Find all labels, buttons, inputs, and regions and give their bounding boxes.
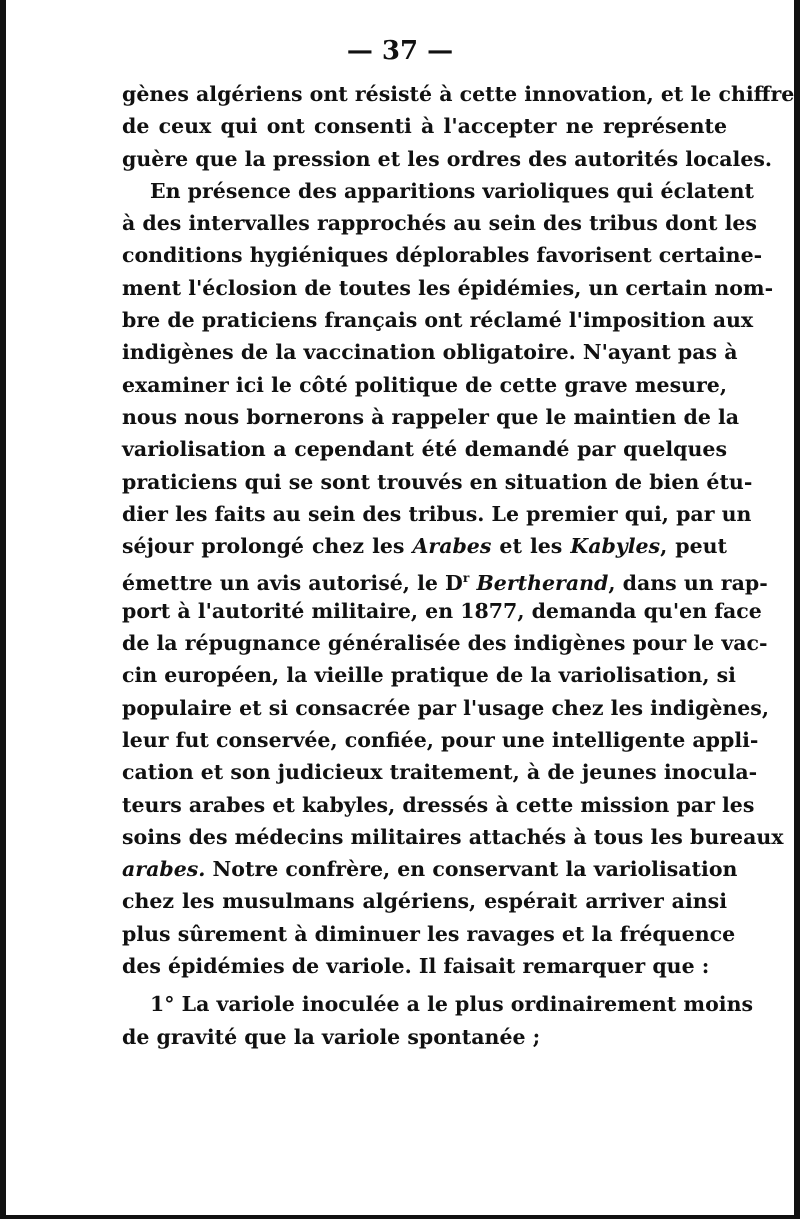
text-line: dier les faits au sein des tribus. Le premier qui, par un	[122, 501, 752, 526]
text-line: populaire et si consacrée par l'usage chez les indigènes,	[122, 695, 769, 720]
list-item-line: 1° La variole inoculée a le plus ordinairement moins	[150, 992, 754, 1017]
paragraph-start-line: En présence des apparitions varioliques qui éclatent	[150, 178, 755, 203]
text-line: leur fut conservée, confiée, pour une intelligente appli-	[122, 727, 759, 752]
text-line: praticiens qui se sont trouvés en situation de bien étu-	[122, 469, 753, 494]
text-line: guère que la pression et les ordres des autorités locales.	[122, 146, 773, 171]
text-line: chez les musulmans algériens, espérait arriver ainsi	[122, 889, 727, 914]
text-line: à des intervalles rapprochés au sein des tribus dont les	[122, 211, 757, 236]
text-line: ment l'éclosion de toutes les épidémies, un certain nom-	[122, 275, 774, 300]
text-line: plus sûrement à diminuer les ravages et la fréquence	[122, 921, 736, 946]
text-line: variolisation a cependant été demandé par quelques	[122, 437, 727, 462]
text-line: conditions hygiéniques déplorables favorisent certaine-	[122, 243, 763, 268]
scan-border-bottom	[0, 1215, 800, 1219]
text-line: des épidémies de variole. Il faisait remarquer que :	[122, 954, 710, 979]
text-line: gènes algériens ont résisté à cette innovation, et le chiffre	[122, 82, 795, 106]
text-line: teurs arabes et kabyles, dressés à cette mission par les	[122, 792, 755, 817]
text-line: indigènes de la vaccination obligatoire. N'ayant pas à	[122, 340, 738, 365]
text-line: de ceux qui ont consenti à l'accepter ne représente	[122, 114, 727, 139]
scan-border-left	[0, 0, 6, 1219]
text-line-italic-arabes: arabes. Notre confrère, en conservant la variolisation	[122, 857, 738, 882]
text-line: de la répugnance généralisée des indigènes pour le vac-	[122, 631, 768, 656]
text-line-italic-names: séjour prolongé chez les Arabes et les Kabyles, peut	[122, 534, 728, 559]
text-line: examiner ici le côté politique de cette grave mesure,	[122, 372, 727, 397]
body-text	[122, 78, 795, 1053]
scan-border-right	[794, 0, 800, 1219]
text-line: soins des médecins militaires attachés à tous les bureaux	[122, 824, 784, 849]
text-line: cation et son judicieux traitement, à de jeunes inocula-	[122, 760, 758, 785]
text-line: nous nous bornerons à rappeler que le maintien de la	[122, 404, 740, 429]
text-line: port à l'autorité militaire, en 1877, demanda qu'en face	[122, 598, 762, 623]
page-number: — 37 —	[346, 36, 454, 66]
text-line-doctor-name: émettre un avis autorisé, le $D^r$ Bertherand, dans un rap-	[122, 570, 768, 596]
text-line: de gravité que la variole spontanée ;	[122, 1024, 541, 1049]
text-line: cin européen, la vieille pratique de la variolisation, si	[122, 663, 736, 688]
text-line: bre de praticiens français ont réclamé l'imposition aux	[122, 308, 754, 333]
